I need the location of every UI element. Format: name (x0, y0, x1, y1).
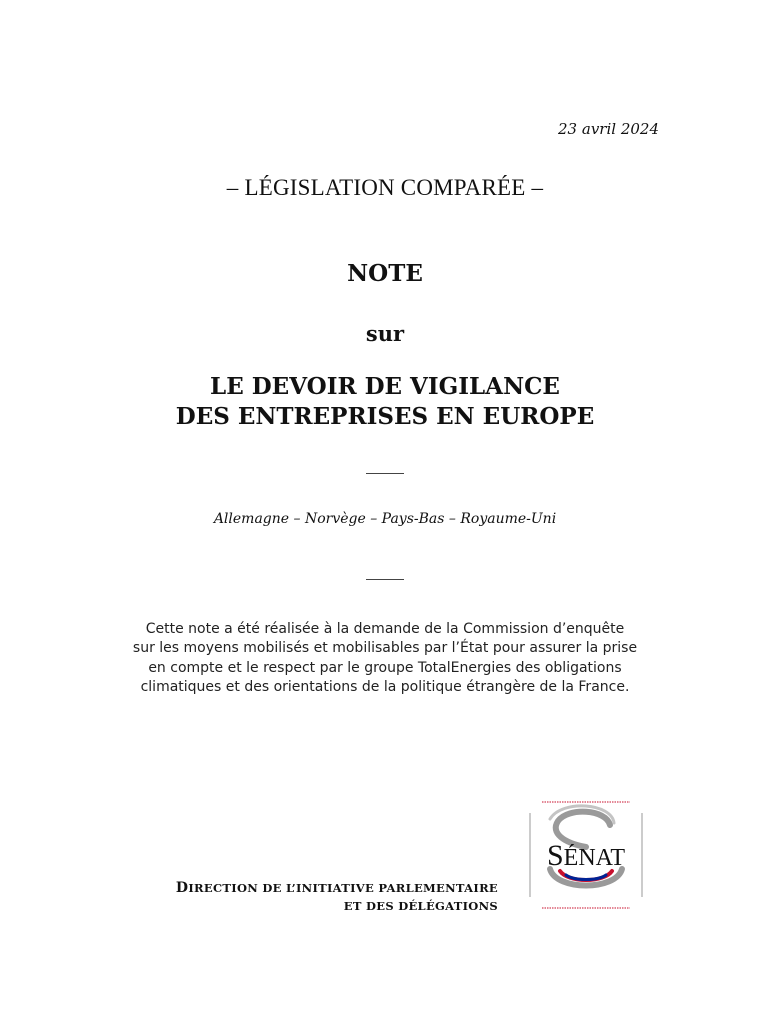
direction-line2: ET DES DÉLÉGATIONS (343, 899, 498, 913)
intro-line3: en compte et le respect par le groupe TotalEnergies des obligations (148, 659, 622, 676)
direction-initial: D (175, 880, 189, 896)
direction-label (176, 879, 498, 915)
intro-paragraph (0, 620, 770, 698)
main-title-line2: DES ENTREPRISES EN EUROPE (175, 403, 595, 430)
separator-bottom (366, 579, 404, 580)
main-title (0, 372, 770, 432)
section-title: – LÉGISLATION COMPARÉE – (226, 175, 544, 200)
senat-logo (528, 799, 644, 911)
logo-wordmark (547, 839, 625, 872)
intro-line1: Cette note a été réalisée à la demande de la Commission d’enquête (145, 621, 625, 637)
intro-line2: sur les moyens mobilisés et mobilisables par l’État pour assurer la prise (132, 640, 638, 657)
sur-label: sur (365, 321, 405, 346)
note-label: NOTE (347, 260, 423, 287)
direction-line1 (176, 879, 498, 897)
intro-line4: climatiques et des orientations de la politique étrangère de la France. (140, 679, 630, 696)
countries-list: Allemagne – Norvège – Pays-Bas – Royaume-Uni (213, 511, 557, 527)
document-date: 23 avril 2024 (558, 120, 659, 138)
separator-top (366, 473, 404, 474)
senat-logo-icon (528, 799, 644, 911)
logo-initial: S (546, 839, 564, 872)
direction-line1-rest: IRECTION DE L’INITIATIVE PARLEMENTAIRE (188, 881, 498, 895)
logo-rest: ÉNAT (563, 845, 626, 871)
main-title-line1: LE DEVOIR DE VIGILANCE (210, 373, 560, 400)
